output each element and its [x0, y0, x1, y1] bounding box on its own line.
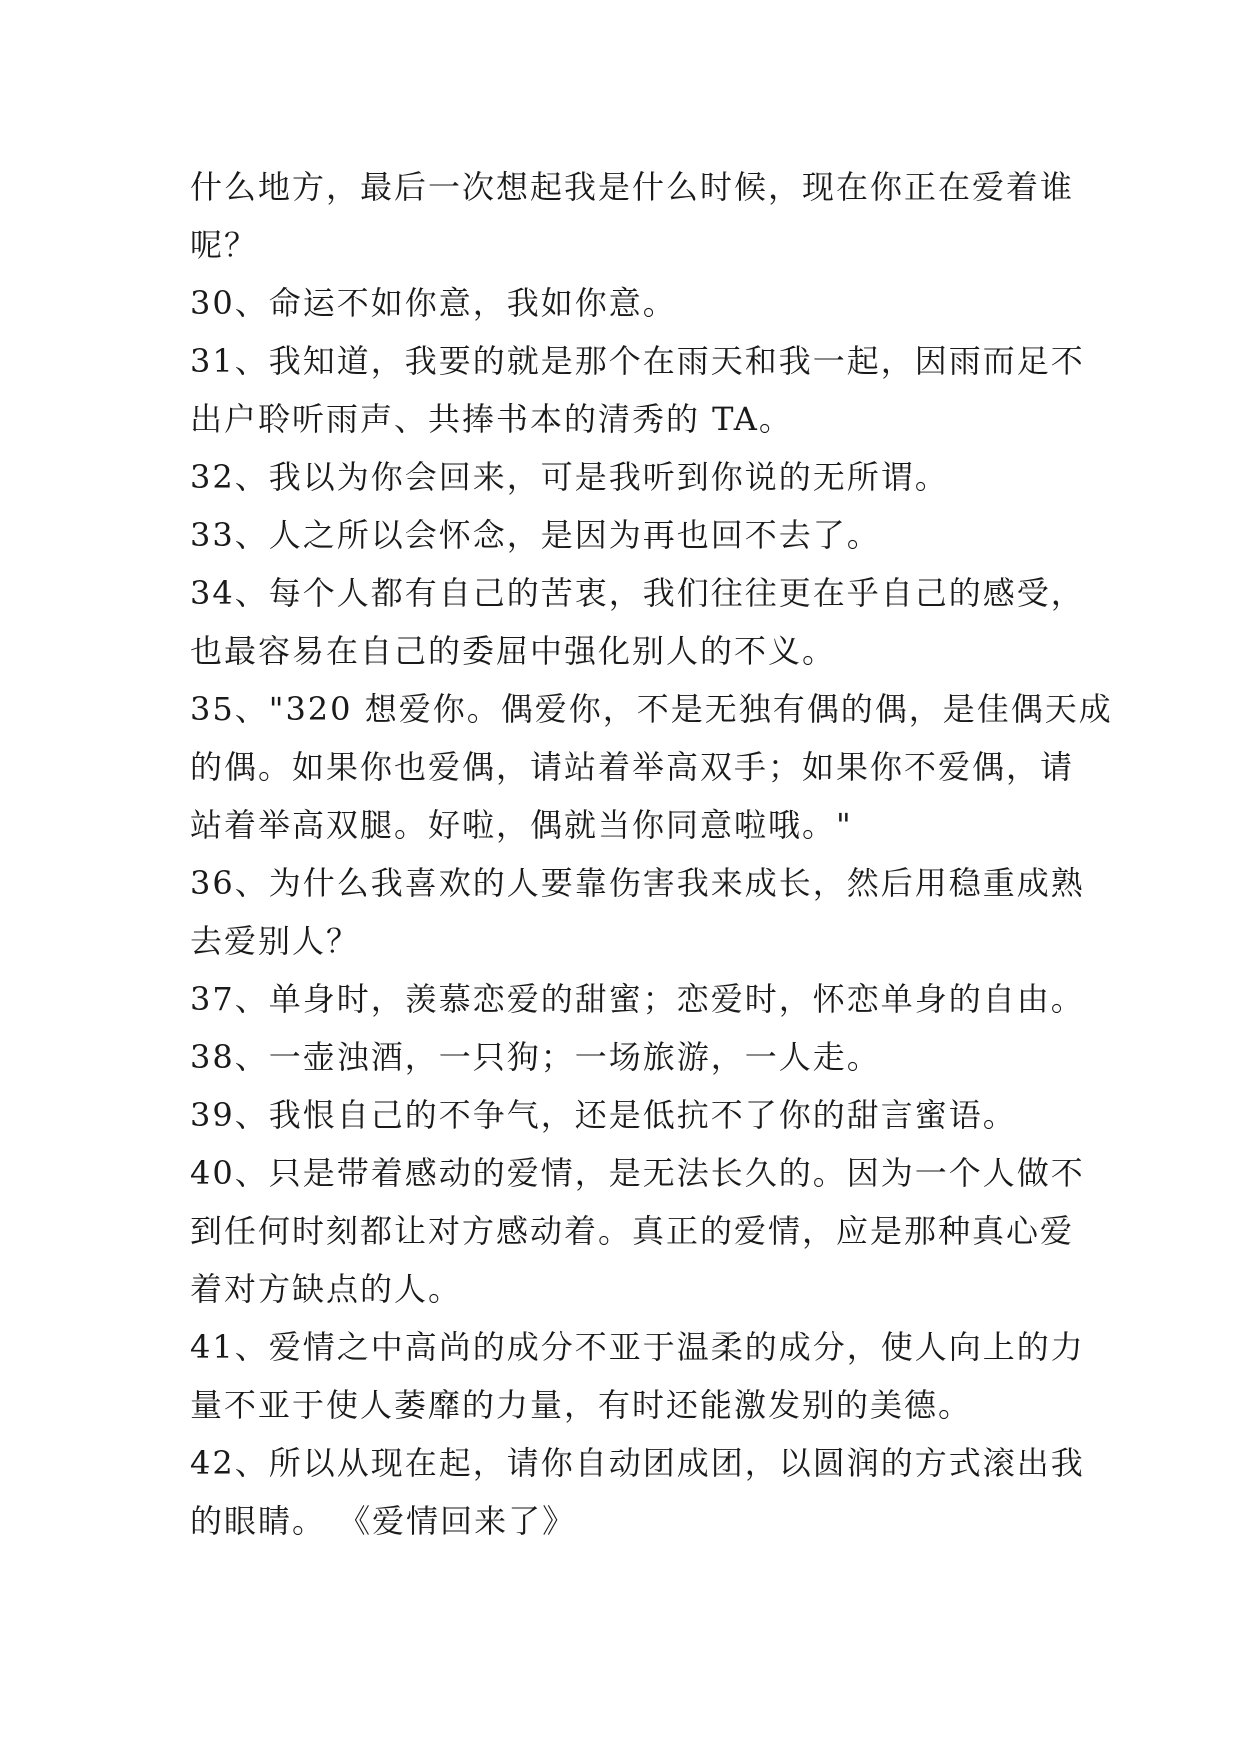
text-line: 量不亚于使人萎靡的力量，有时还能激发别的美德。 — [190, 1386, 973, 1424]
text-line: 也最容易在自己的委屈中强化别人的不义。 — [190, 632, 837, 670]
text-line: 40、只是带着感动的爱情，是无法长久的。因为一个人做不 — [190, 1154, 1085, 1192]
text-line: 33、人之所以会怀念，是因为再也回不去了。 — [190, 516, 881, 554]
text-line: 的偶。如果你也爱偶，请站着举高双手；如果你不爱偶，请 — [190, 748, 1075, 786]
text-line: 到任何时刻都让对方感动着。真正的爱情，应是那种真心爱 — [190, 1212, 1075, 1250]
text-line: 出户聆听雨声、共捧书本的清秀的 TA。 — [190, 400, 793, 438]
text-line: 34、每个人都有自己的苦衷，我们往往更在乎自己的感受， — [190, 574, 1085, 612]
text-line: 38、一壶浊酒，一只狗；一场旅游，一人走。 — [190, 1038, 881, 1076]
text-line: 的眼睛。 《爱情回来了》 — [190, 1502, 577, 1540]
text-line: 36、为什么我喜欢的人要靠伤害我来成长，然后用稳重成熟 — [190, 864, 1085, 902]
text-line: 31、我知道，我要的就是那个在雨天和我一起，因雨而足不 — [190, 342, 1085, 380]
text-line: 32、我以为你会回来，可是我听到你说的无所谓。 — [190, 458, 949, 496]
text-line: 37、单身时，羡慕恋爱的甜蜜；恋爱时，怀恋单身的自由。 — [190, 980, 1085, 1018]
text-line: 39、我恨自己的不争气，还是低抗不了你的甜言蜜语。 — [190, 1096, 1017, 1134]
text-line: 41、爱情之中高尚的成分不亚于温柔的成分，使人向上的力 — [190, 1328, 1085, 1366]
text-line: 站着举高双腿。好啦，偶就当你同意啦哦。" — [190, 806, 853, 844]
text-line: 去爱别人？ — [190, 922, 361, 960]
text-line: 呢？ — [190, 226, 259, 264]
document-body — [190, 158, 1113, 1550]
text-line: 35、"320 想爱你。偶爱你，不是无独有偶的偶，是佳偶天成 — [190, 690, 1113, 728]
text-line: 42、所以从现在起，请你自动团成团，以圆润的方式滚出我 — [190, 1444, 1085, 1482]
text-line: 30、命运不如你意，我如你意。 — [190, 284, 677, 322]
text-line: 着对方缺点的人。 — [190, 1270, 463, 1308]
text-line: 什么地方，最后一次想起我是什么时候，现在你正在爱着谁 — [190, 168, 1075, 206]
